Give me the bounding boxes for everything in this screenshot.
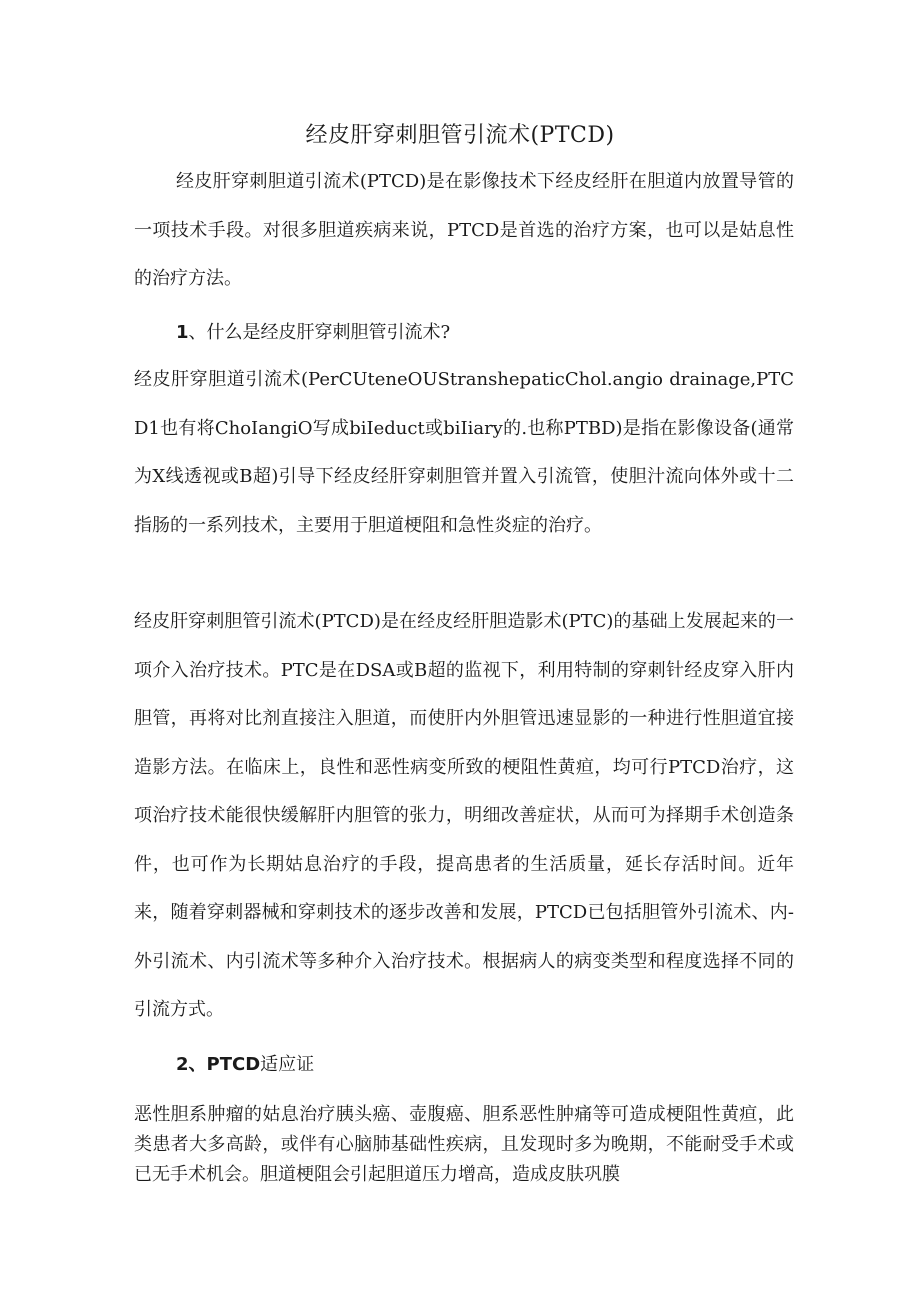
definition-paragraph: 经皮肝穿胆道引流术(PerCUteneOUStranshepaticChol.angio drainage,PTCD1也有将ChoIangiO写成biIeduct或biIiary的.也称PTBD)是指在影像设备(通常为X线透视或B超)引导下经皮经肝穿刺胆管并置入引流管，使胆汁流向体外或十二指肠的一系列技术，主要用于胆道梗阻和急性炎症的治疗。 <box>134 369 794 536</box>
section-1-heading <box>176 318 450 344</box>
intro-paragraph: 经皮肝穿刺胆道引流术(PTCD)是在影像技术下经皮经肝在胆道内放置导管的一项技术手段。对很多胆道疾病来说，PTCD是首选的治疗方案，也可以是姑息性的治疗方法。 <box>134 171 794 289</box>
section-2-heading-text: 适应证 <box>260 1054 315 1075</box>
document-title: 经皮肝穿刺胆管引流术(PTCD) <box>305 123 615 148</box>
section-2-bold-term: 、PTCD <box>188 1054 261 1075</box>
background-paragraph: 经皮肝穿刺胆管引流术(PTCD)是在经皮经肝胆造影术(PTC)的基础上发展起来的一项介入治疗技术。PTC是在DSA或B超的监视下，利用特制的穿刺针经皮穿入肝内胆管，再将对比剂直接注入胆道，而使肝内外胆管迅速显影的一种进行性胆道宜接造影方法。在临床上，良性和恶性病变所致的梗阻性黄疸，均可行PTCD治疗，这项治疗技术能很快缓解肝内胆管的张力，明细改善症状，从而可为择期手术创造条件，也可作为长期姑息治疗的手段，提高患者的生活质量，延长存活时间。近年来，随着穿刺器械和穿刺技术的逐步改善和发展，PTCD已包括胆管外引流术、内-外引流术、内引流术等多种介入治疗技术。根据病人的病变类型和程度选择不同的引流方式。 <box>134 611 794 1020</box>
section-2-number: 2 <box>176 1054 189 1075</box>
section-2-heading <box>176 1050 314 1076</box>
indications-paragraph: 恶性胆系肿瘤的姑息治疗胰头癌、壶腹癌、胆系恶性肿痛等可造成梗阻性黄疸，此类患者大多高龄，或伴有心脑肺基础性疾病，且发现时多为晚期，不能耐受手术或已无手术机会。胆道梗阻会引起胆道压力增高，造成皮肤巩膜 <box>134 1104 794 1185</box>
section-1-heading-text: 、什么是经皮肝穿刺胆管引流术? <box>188 322 451 343</box>
section-1-number: 1 <box>176 322 189 343</box>
